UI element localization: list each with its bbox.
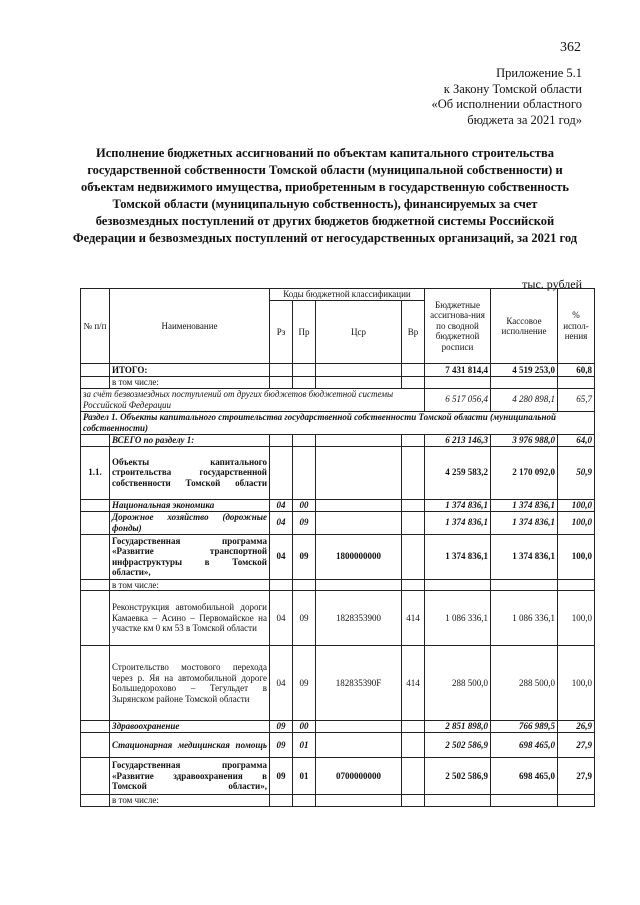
row-name: Государственная программа «Развитие транспортной инфраструктуры в Томской области», — [110, 534, 270, 579]
row-name: Стационарная медицинская помощь — [110, 733, 270, 758]
row-csr: 0700000000 — [316, 758, 402, 795]
table-row — [81, 377, 595, 389]
row-name: Здравоохранение — [110, 721, 270, 733]
row-pr: 01 — [293, 758, 316, 795]
row-name: Реконструкция автомобильной дороги Камаевка – Асино – Первомайское на участке км 0 км 53 в Томской области — [110, 591, 270, 646]
row-pct: 100,0 — [558, 534, 595, 579]
row-budget: 288 500,0 — [425, 646, 491, 721]
header-row — [81, 289, 595, 301]
table-row — [81, 446, 595, 499]
appendix-line: Приложение 5.1 — [496, 66, 582, 80]
row-rz: 04 — [270, 591, 293, 646]
units-label: тыс. рублей — [522, 277, 582, 291]
row-pct: 100,0 — [558, 646, 595, 721]
row-pct: 100,0 — [558, 511, 595, 534]
header-name: Наименование — [110, 289, 270, 364]
table-row — [81, 721, 595, 733]
header-num: № п/п — [81, 289, 110, 364]
row-name: в том числе: — [110, 579, 270, 591]
table-row — [81, 511, 595, 534]
row-pct: 27,9 — [558, 758, 595, 795]
row-cash: 698 465,0 — [491, 733, 558, 758]
row-pct: 26,9 — [558, 721, 595, 733]
row-pr: 00 — [293, 721, 316, 733]
appendix-line: «Об исполнении областного — [431, 97, 582, 111]
row-rz: 09 — [270, 733, 293, 758]
row-name: Государственная программа «Развитие здравоохранения в Томской области», — [110, 758, 270, 795]
header-cash: Кассовое исполнение — [491, 289, 558, 364]
row-name: Национальная экономика — [110, 499, 270, 511]
row-pr: 09 — [293, 591, 316, 646]
row-pr: 01 — [293, 733, 316, 758]
section-title: Раздел 1. Объекты капитального строительства государственной собственности Томской области (муниципальной собственности) — [81, 411, 595, 434]
row-cash: 1 374 836,1 — [491, 499, 558, 511]
row-pct: 100,0 — [558, 499, 595, 511]
row-cash: 4 519 253,0 — [491, 364, 558, 377]
row-pr: 00 — [293, 499, 316, 511]
row-name: Строительство мостового перехода через р. Яя на автомобильной дороге Большедорохово – Тегульдет в Зырянском районе Томской области — [110, 646, 270, 721]
row-vr: 414 — [402, 646, 425, 721]
row-rz: 04 — [270, 511, 293, 534]
row-pr: 09 — [293, 534, 316, 579]
row-cash: 2 170 092,0 — [491, 446, 558, 499]
row-budget: 2 851 898,0 — [425, 721, 491, 733]
appendix-note — [431, 66, 582, 128]
row-name: за счёт безвозмездных поступлений от других бюджетов бюджетной системы Российской Федерации — [81, 388, 425, 411]
table-row — [81, 579, 595, 591]
row-pct: 64,0 — [558, 434, 595, 446]
row-csr: 1800000000 — [316, 534, 402, 579]
row-name: в том числе: — [110, 377, 270, 389]
table-row — [81, 795, 595, 807]
row-cash: 1 374 836,1 — [491, 511, 558, 534]
header-vr: Вр — [402, 301, 425, 364]
row-name: ИТОГО: — [110, 364, 270, 377]
row-budget: 1 374 836,1 — [425, 511, 491, 534]
row-budget: 6 213 146,3 — [425, 434, 491, 446]
row-csr: 182835390F — [316, 646, 402, 721]
section-row — [81, 411, 595, 434]
row-cash: 1 374 836,1 — [491, 534, 558, 579]
header-pr: Пр — [293, 301, 316, 364]
row-cash: 1 086 336,1 — [491, 591, 558, 646]
header-csr: Цср — [316, 301, 402, 364]
row-pct: 60,8 — [558, 364, 595, 377]
row-cash: 3 976 988,0 — [491, 434, 558, 446]
header-codes: Коды бюджетной классификации — [270, 289, 425, 301]
row-rz: 04 — [270, 534, 293, 579]
appendix-line: бюджета за 2021 год» — [467, 112, 582, 127]
row-rz: 09 — [270, 721, 293, 733]
table-row — [81, 499, 595, 511]
row-cash: 766 989,5 — [491, 721, 558, 733]
row-pr: 09 — [293, 511, 316, 534]
row-budget: 6 517 056,4 — [425, 388, 491, 411]
row-pct: 27,9 — [558, 733, 595, 758]
row-budget: 4 259 583,2 — [425, 446, 491, 499]
header-pct: % испол-нения — [558, 289, 595, 364]
row-rz: 04 — [270, 646, 293, 721]
table-row — [81, 591, 595, 646]
row-budget: 1 374 836,1 — [425, 499, 491, 511]
header-budget: Бюджетные ассигнова-ния по сводной бюджетной росписи — [425, 289, 491, 364]
row-vr: 414 — [402, 591, 425, 646]
row-name: в том числе: — [110, 795, 270, 807]
row-name: Дорожное хозяйство (дорожные фонды) — [110, 511, 270, 534]
row-name: ВСЕГО по разделу 1: — [110, 434, 270, 446]
header-rz: Рз — [270, 301, 293, 364]
row-cash: 698 465,0 — [491, 758, 558, 795]
row-cash: 4 280 898,1 — [491, 388, 558, 411]
row-name: Объекты капитального строительства государственной собственности Томской области — [110, 446, 270, 499]
row-budget: 1 086 336,1 — [425, 591, 491, 646]
row-budget: 7 431 814,4 — [425, 364, 491, 377]
row-pct: 65,7 — [558, 388, 595, 411]
budget-table — [80, 288, 595, 807]
table-row — [81, 434, 595, 446]
table-row — [81, 388, 595, 411]
row-pr: 09 — [293, 646, 316, 721]
row-budget: 2 502 586,9 — [425, 758, 491, 795]
row-rz: 09 — [270, 758, 293, 795]
table-row — [81, 758, 595, 795]
table-row — [81, 646, 595, 721]
table-row — [81, 534, 595, 579]
appendix-line: к Закону Томской области — [443, 81, 582, 96]
table-row — [81, 364, 595, 377]
row-cash: 288 500,0 — [491, 646, 558, 721]
row-pct: 100,0 — [558, 591, 595, 646]
row-budget: 1 374 836,1 — [425, 534, 491, 579]
document-title: Исполнение бюджетных ассигнований по объектам капитального строительства государственной собственности Томской области (муниципальной собственности) и объектам недвижимого имущества, приобретенным в государственную собственность Томской области (муниципальную собственность), финансируемых за счет безвозмездных поступлений от других бюджетов бюджетной системы Российской Федерации и безвозмездных поступлений от негосударственных организаций, за 2021 год — [72, 146, 578, 245]
row-budget: 2 502 586,9 — [425, 733, 491, 758]
row-rz: 04 — [270, 499, 293, 511]
table-row — [81, 733, 595, 758]
row-csr: 1828353900 — [316, 591, 402, 646]
row-pct: 50,9 — [558, 446, 595, 499]
page-number: 362 — [560, 40, 581, 55]
row-num: 1.1. — [81, 446, 110, 499]
